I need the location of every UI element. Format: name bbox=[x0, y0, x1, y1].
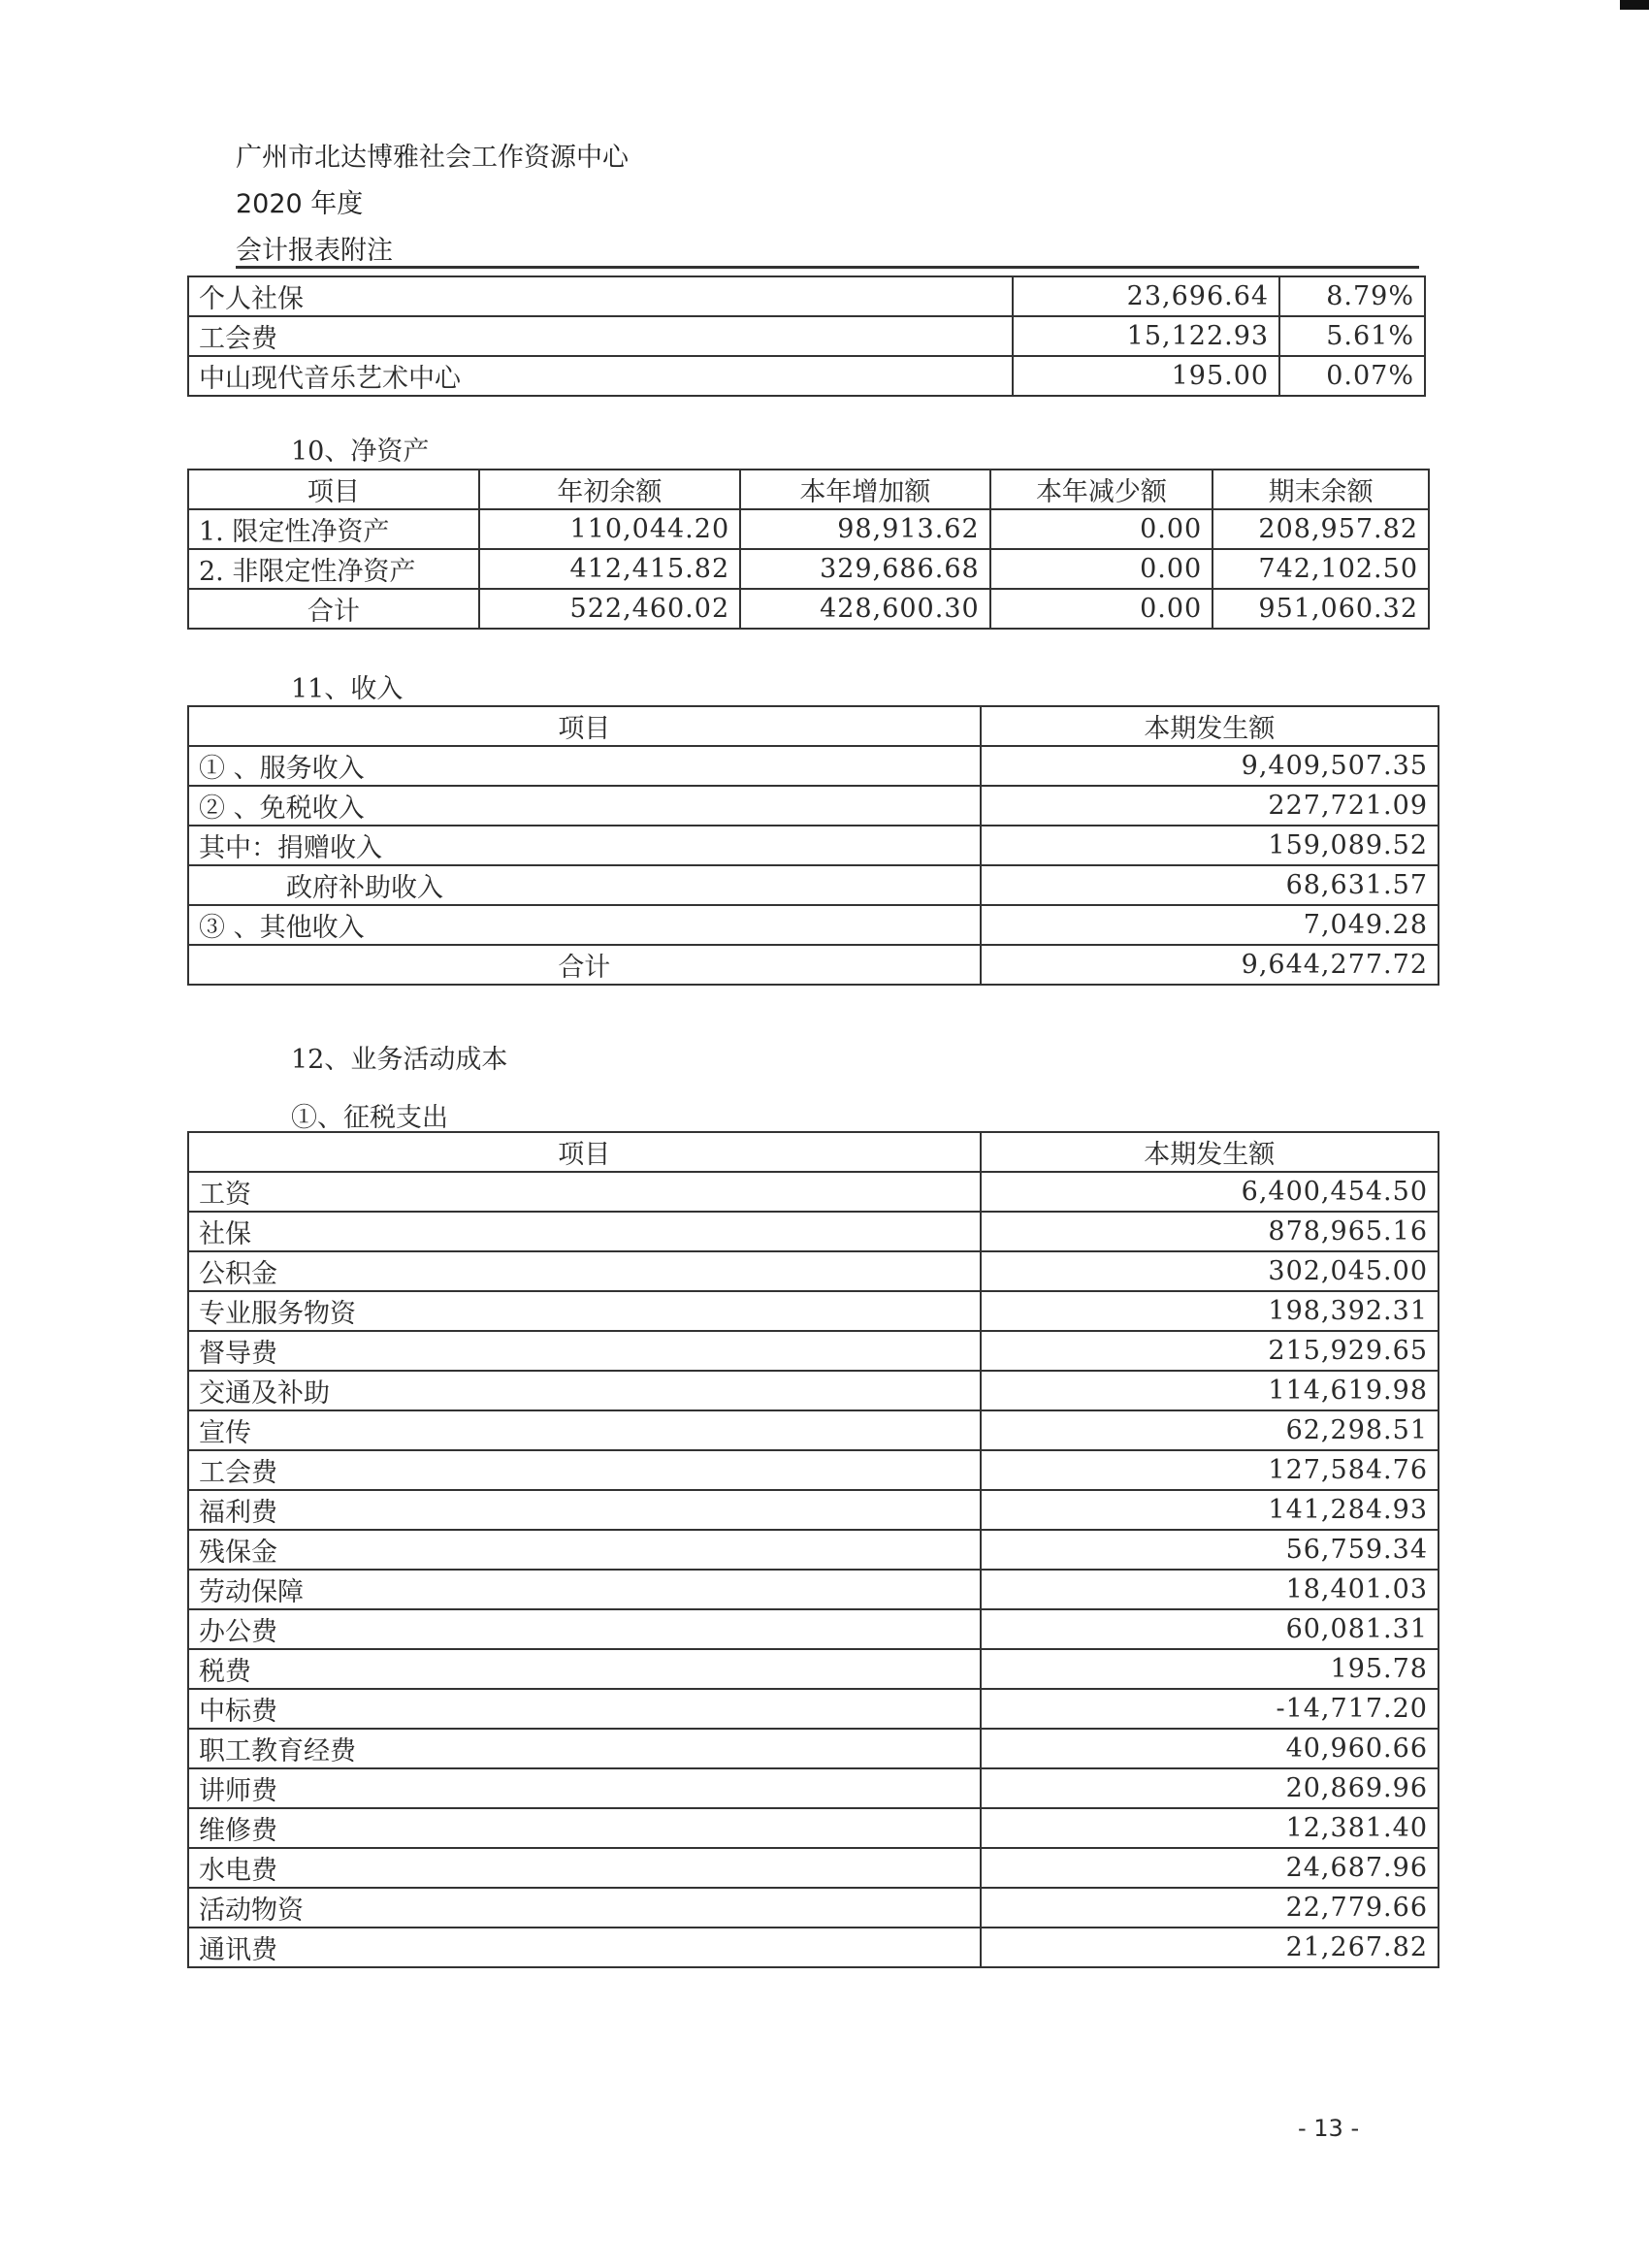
row-label: 劳动保障 bbox=[188, 1570, 981, 1609]
net-assets-title: 10、净资产 bbox=[291, 437, 430, 467]
column-header: 本期发生额 bbox=[981, 1132, 1439, 1172]
row-label: 交通及补助 bbox=[188, 1371, 981, 1410]
row-label: 通讯费 bbox=[188, 1928, 981, 1967]
amount-cell: 22,779.66 bbox=[981, 1888, 1439, 1928]
amount-cell: 21,267.82 bbox=[981, 1928, 1439, 1967]
amount-cell: 110,044.20 bbox=[479, 509, 740, 549]
row-label: 维修费 bbox=[188, 1808, 981, 1848]
table-row bbox=[188, 1212, 1439, 1251]
table-row bbox=[188, 1848, 1439, 1888]
org-name: 广州市北达博雅社会工作资源中心 bbox=[236, 143, 629, 173]
percent-cell: 5.61% bbox=[1279, 316, 1425, 356]
column-header: 本年增加额 bbox=[740, 470, 990, 509]
row-label: 专业服务物资 bbox=[188, 1291, 981, 1331]
amount-cell: 329,686.68 bbox=[740, 549, 990, 589]
row-label: 税费 bbox=[188, 1649, 981, 1689]
header-rule bbox=[236, 266, 1419, 269]
amount-cell: 878,965.16 bbox=[981, 1212, 1439, 1251]
amount-cell: 127,584.76 bbox=[981, 1450, 1439, 1490]
row-label: 其中：捐赠收入 bbox=[188, 826, 981, 865]
table-header-row bbox=[188, 706, 1439, 746]
cost-subtitle: ①、征税支出 bbox=[291, 1103, 448, 1133]
row-label: 社保 bbox=[188, 1212, 981, 1251]
net-assets-table bbox=[187, 469, 1430, 630]
amount-cell: 951,060.32 bbox=[1212, 589, 1429, 629]
cost-table bbox=[187, 1131, 1439, 1968]
amount-cell: 9,644,277.72 bbox=[981, 945, 1439, 985]
cost-title: 12、业务活动成本 bbox=[291, 1045, 508, 1075]
row-label: 合计 bbox=[188, 945, 981, 985]
row-label: 1. 限定性净资产 bbox=[188, 509, 479, 549]
report-year: 2020 年度 bbox=[236, 189, 364, 219]
row-label: ② 、免税收入 bbox=[188, 786, 981, 826]
row-label: 个人社保 bbox=[188, 276, 1013, 316]
amount-cell: 208,957.82 bbox=[1212, 509, 1429, 549]
continued-expense-table bbox=[187, 275, 1426, 397]
amount-cell: 60,081.31 bbox=[981, 1609, 1439, 1649]
table-row bbox=[188, 1768, 1439, 1808]
amount-cell: 15,122.93 bbox=[1013, 316, 1279, 356]
table-row bbox=[188, 1251, 1439, 1291]
row-label: 工会费 bbox=[188, 316, 1013, 356]
table-row bbox=[188, 316, 1425, 356]
row-label: 中标费 bbox=[188, 1689, 981, 1729]
row-label: ① 、服务收入 bbox=[188, 746, 981, 786]
row-label: 工资 bbox=[188, 1172, 981, 1212]
income-table bbox=[187, 705, 1439, 986]
table-header-row bbox=[188, 470, 1429, 509]
table-row bbox=[188, 1649, 1439, 1689]
percent-cell: 0.07% bbox=[1279, 356, 1425, 396]
table-row bbox=[188, 746, 1439, 786]
amount-cell: -14,717.20 bbox=[981, 1689, 1439, 1729]
amount-cell: 12,381.40 bbox=[981, 1808, 1439, 1848]
row-label: 合计 bbox=[188, 589, 479, 629]
table-row bbox=[188, 1331, 1439, 1371]
column-header: 项目 bbox=[188, 706, 981, 746]
amount-cell: 24,687.96 bbox=[981, 1848, 1439, 1888]
table-row bbox=[188, 1808, 1439, 1848]
table-row bbox=[188, 1410, 1439, 1450]
amount-cell: 412,415.82 bbox=[479, 549, 740, 589]
amount-cell: 62,298.51 bbox=[981, 1410, 1439, 1450]
amount-cell: 742,102.50 bbox=[1212, 549, 1429, 589]
amount-cell: 23,696.64 bbox=[1013, 276, 1279, 316]
amount-cell: 114,619.98 bbox=[981, 1371, 1439, 1410]
income-title: 11、收入 bbox=[291, 674, 404, 704]
amount-cell: 159,089.52 bbox=[981, 826, 1439, 865]
table-row bbox=[188, 1609, 1439, 1649]
table-row bbox=[188, 589, 1429, 629]
table-row bbox=[188, 1291, 1439, 1331]
table-row bbox=[188, 1928, 1439, 1967]
table-row bbox=[188, 1689, 1439, 1729]
table-row bbox=[188, 1530, 1439, 1570]
amount-cell: 68,631.57 bbox=[981, 865, 1439, 905]
row-label: 2. 非限定性净资产 bbox=[188, 549, 479, 589]
table-header-row bbox=[188, 1132, 1439, 1172]
row-label: 活动物资 bbox=[188, 1888, 981, 1928]
table-row bbox=[188, 1371, 1439, 1410]
table-row bbox=[188, 865, 1439, 905]
row-label: 残保金 bbox=[188, 1530, 981, 1570]
column-header: 项目 bbox=[188, 1132, 981, 1172]
table-row bbox=[188, 509, 1429, 549]
table-row bbox=[188, 1888, 1439, 1928]
amount-cell: 98,913.62 bbox=[740, 509, 990, 549]
table-row bbox=[188, 1490, 1439, 1530]
row-label: 工会费 bbox=[188, 1450, 981, 1490]
column-header: 项目 bbox=[188, 470, 479, 509]
column-header: 年初余额 bbox=[479, 470, 740, 509]
row-label: 职工教育经费 bbox=[188, 1729, 981, 1768]
table-row bbox=[188, 276, 1425, 316]
amount-cell: 0.00 bbox=[990, 549, 1213, 589]
table-row bbox=[188, 356, 1425, 396]
amount-cell: 141,284.93 bbox=[981, 1490, 1439, 1530]
row-label: 中山现代音乐艺术中心 bbox=[188, 356, 1013, 396]
amount-cell: 18,401.03 bbox=[981, 1570, 1439, 1609]
table-row bbox=[188, 786, 1439, 826]
table-row bbox=[188, 1172, 1439, 1212]
doc-title: 会计报表附注 bbox=[236, 236, 393, 266]
percent-cell: 8.79% bbox=[1279, 276, 1425, 316]
table-row bbox=[188, 1729, 1439, 1768]
row-label: 督导费 bbox=[188, 1331, 981, 1371]
amount-cell: 7,049.28 bbox=[981, 905, 1439, 945]
table-row bbox=[188, 905, 1439, 945]
row-label: ③ 、其他收入 bbox=[188, 905, 981, 945]
row-label: 政府补助收入 bbox=[188, 865, 981, 905]
table-row bbox=[188, 826, 1439, 865]
amount-cell: 40,960.66 bbox=[981, 1729, 1439, 1768]
amount-cell: 215,929.65 bbox=[981, 1331, 1439, 1371]
table-row bbox=[188, 549, 1429, 589]
amount-cell: 0.00 bbox=[990, 589, 1213, 629]
amount-cell: 9,409,507.35 bbox=[981, 746, 1439, 786]
amount-cell: 195.00 bbox=[1013, 356, 1279, 396]
row-label: 公积金 bbox=[188, 1251, 981, 1291]
row-label: 讲师费 bbox=[188, 1768, 981, 1808]
row-label: 水电费 bbox=[188, 1848, 981, 1888]
scan-edge-mark bbox=[1620, 0, 1649, 10]
amount-cell: 0.00 bbox=[990, 509, 1213, 549]
page-number: - 13 - bbox=[1298, 2115, 1360, 2142]
table-row bbox=[188, 1570, 1439, 1609]
row-label: 宣传 bbox=[188, 1410, 981, 1450]
row-label: 福利费 bbox=[188, 1490, 981, 1530]
table-row bbox=[188, 1450, 1439, 1490]
column-header: 本年减少额 bbox=[990, 470, 1213, 509]
amount-cell: 198,392.31 bbox=[981, 1291, 1439, 1331]
amount-cell: 522,460.02 bbox=[479, 589, 740, 629]
amount-cell: 20,869.96 bbox=[981, 1768, 1439, 1808]
amount-cell: 302,045.00 bbox=[981, 1251, 1439, 1291]
column-header: 本期发生额 bbox=[981, 706, 1439, 746]
table-row bbox=[188, 945, 1439, 985]
row-label: 办公费 bbox=[188, 1609, 981, 1649]
amount-cell: 428,600.30 bbox=[740, 589, 990, 629]
amount-cell: 227,721.09 bbox=[981, 786, 1439, 826]
column-header: 期末余额 bbox=[1212, 470, 1429, 509]
amount-cell: 6,400,454.50 bbox=[981, 1172, 1439, 1212]
amount-cell: 195.78 bbox=[981, 1649, 1439, 1689]
amount-cell: 56,759.34 bbox=[981, 1530, 1439, 1570]
